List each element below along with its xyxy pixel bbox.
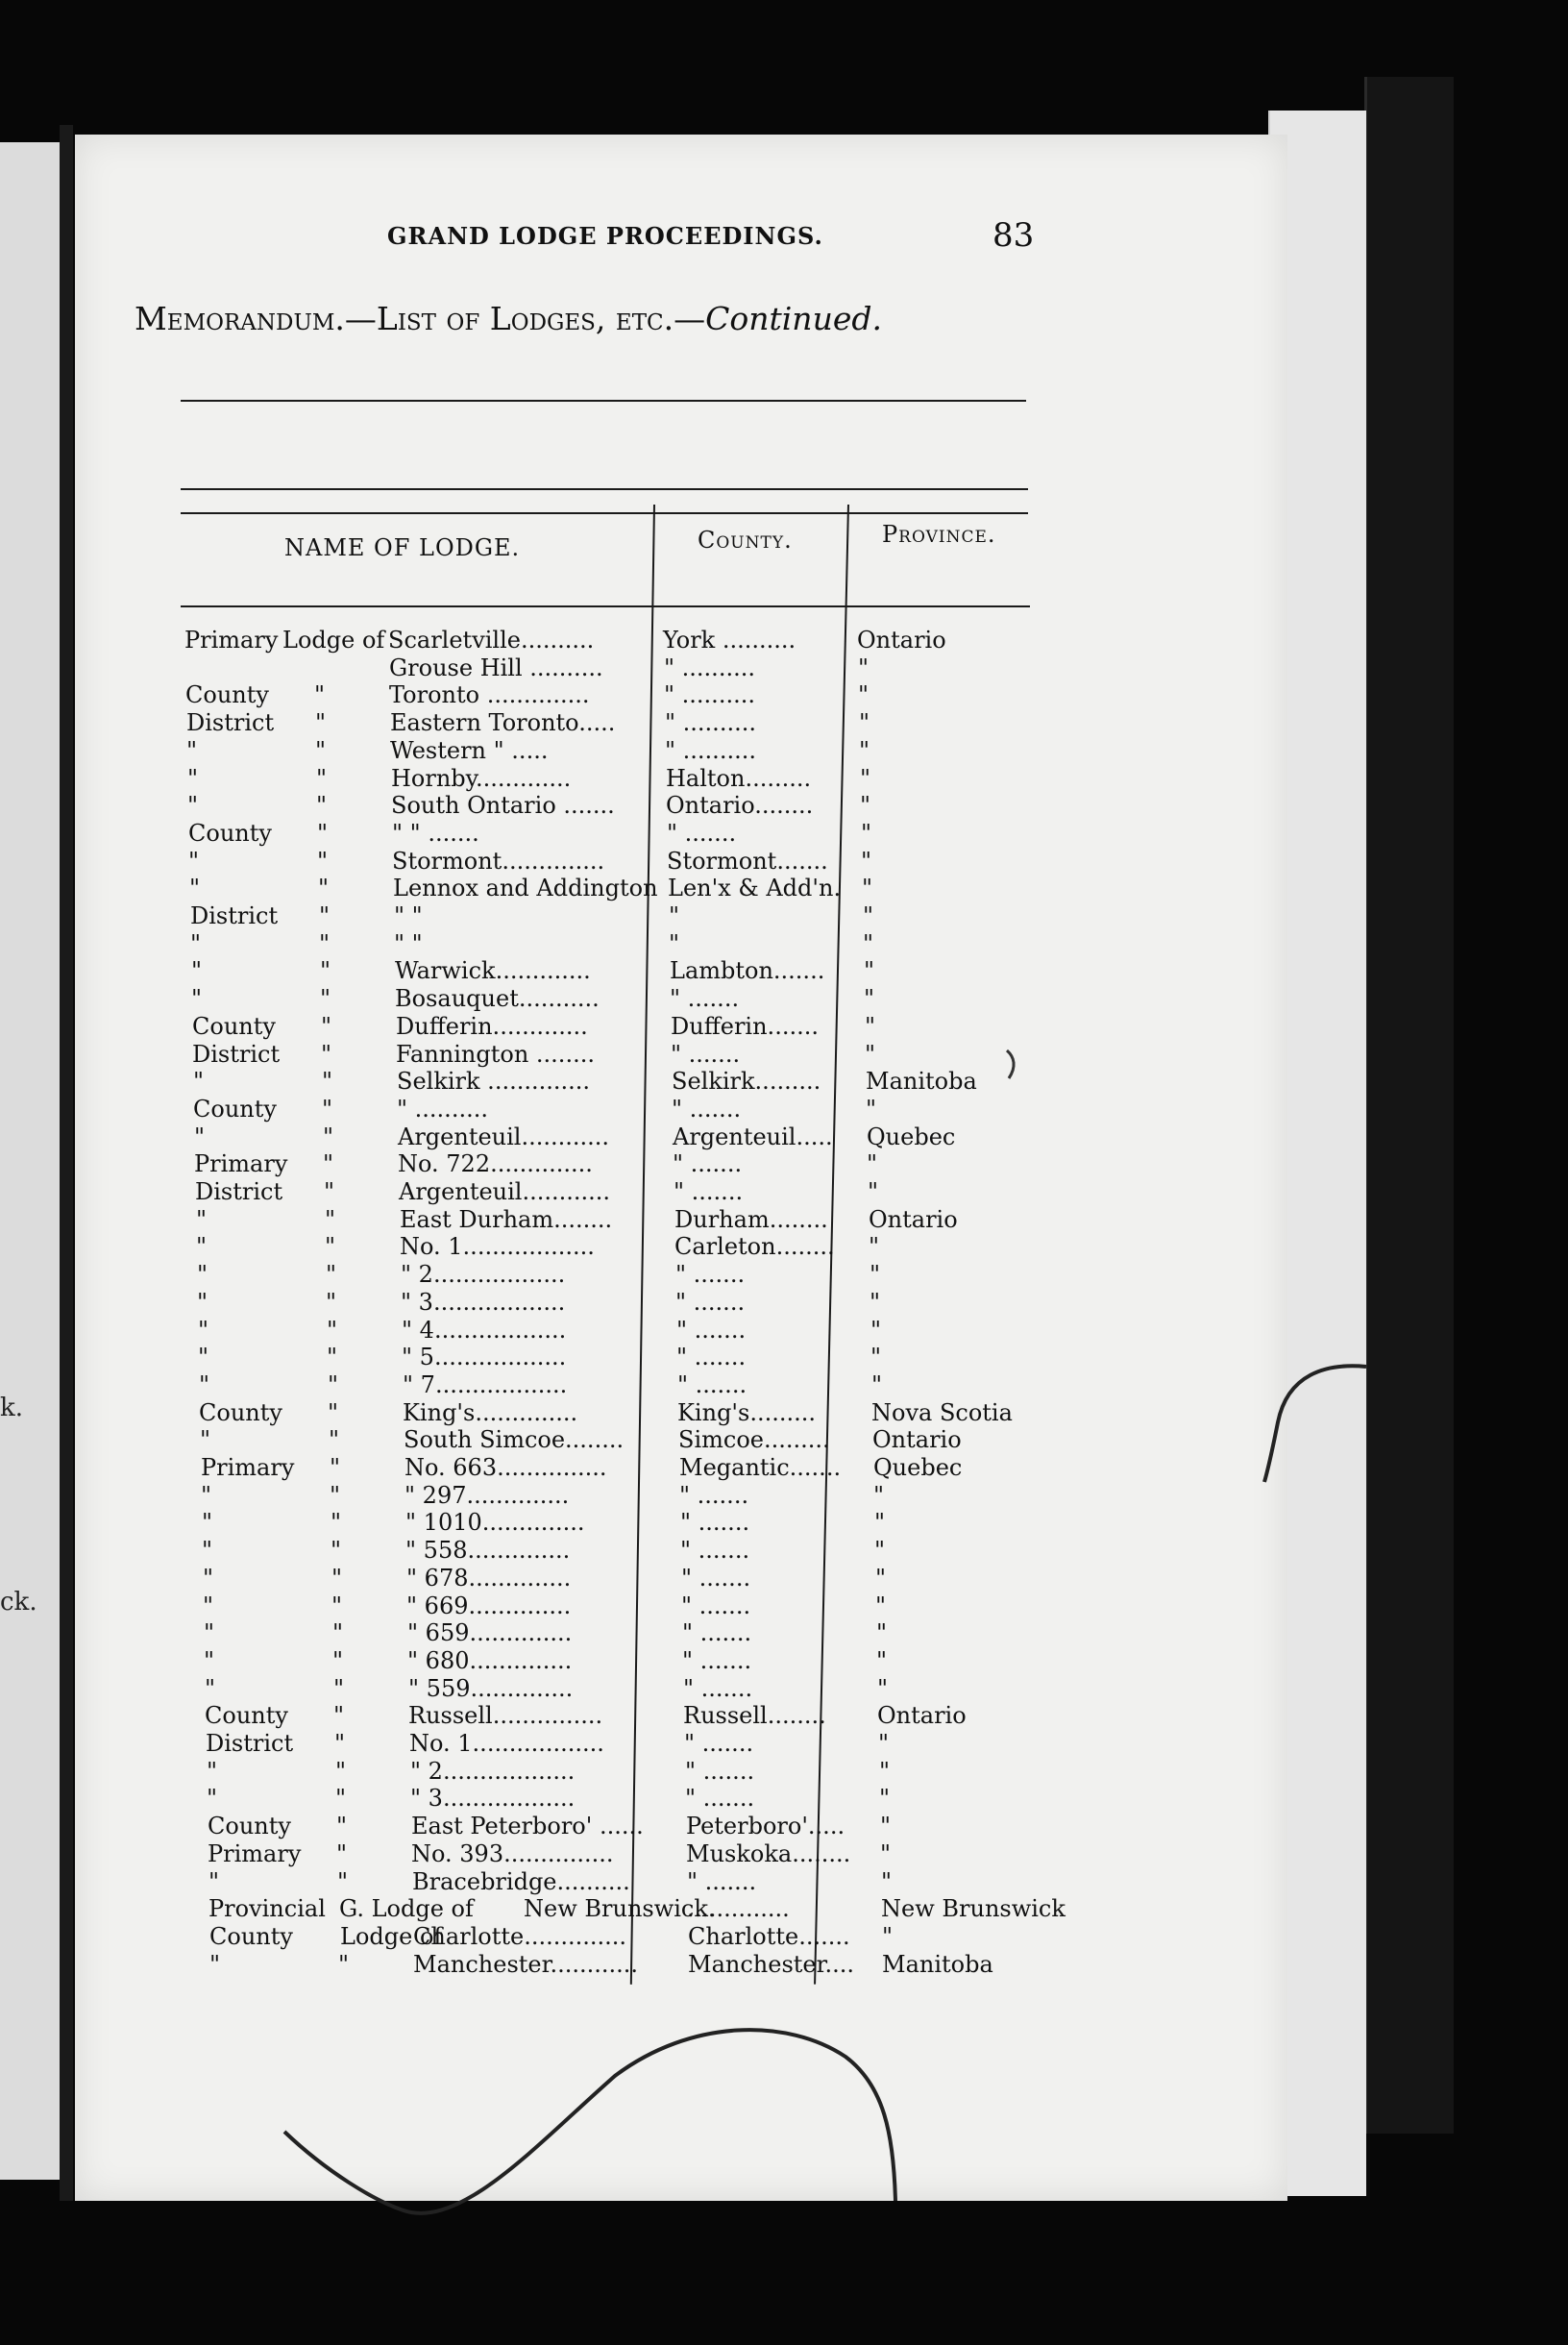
lodge-rank: Primary [208, 1840, 302, 1867]
lodge-county: " ....... [685, 1758, 755, 1785]
lodge-rank: County [185, 681, 269, 708]
lodge-county: Russell........ [683, 1702, 826, 1729]
lodge-province: " [870, 1344, 882, 1370]
lodge-type: " [325, 1233, 336, 1260]
lodge-province: Nova Scotia [871, 1399, 1013, 1426]
lodge-type: " [333, 1702, 345, 1729]
lodge-rank: " [194, 1123, 206, 1150]
lodge-name: Charlotte.............. [413, 1923, 627, 1950]
lodge-rank: " [190, 930, 202, 957]
lodge-county: Ontario........ [666, 792, 814, 819]
ink-scribble-bottom [284, 2030, 895, 2213]
ink-mark-bracket [1007, 1050, 1014, 1078]
lodge-type: " [332, 1647, 344, 1674]
lodge-rank: " [187, 765, 199, 792]
page-number: 83 [992, 216, 1035, 255]
lodge-rank: County [199, 1399, 282, 1426]
lodge-name: " 669.............. [406, 1592, 572, 1619]
lodge-type: " [320, 957, 331, 984]
lodge-type: " [327, 1317, 338, 1344]
lodge-type: " [322, 1096, 333, 1123]
lodge-rank: " [203, 1592, 214, 1619]
lodge-name: Toronto .............. [389, 681, 590, 708]
lodge-type: " [329, 1426, 340, 1453]
lodge-province: Quebec [867, 1123, 956, 1150]
lodge-name: No. 1.................. [400, 1233, 595, 1260]
lodge-name: South Ontario ....... [391, 792, 615, 819]
lodge-type: " [317, 848, 329, 875]
lodge-province: " [859, 709, 870, 736]
lodge-rank: Primary [201, 1454, 295, 1481]
lodge-type: " [321, 1041, 332, 1068]
lodge-type: " [315, 709, 327, 736]
lodge-county: Durham........ [674, 1206, 828, 1233]
lodge-rank: " [202, 1509, 213, 1536]
lodge-rank: " [193, 1068, 205, 1095]
left-page-fragment: ck. [0, 1588, 37, 1617]
lodge-name: Grouse Hill .......... [389, 654, 603, 681]
lodge-rank: " [186, 737, 198, 764]
lodge-rank: Primary [184, 627, 279, 654]
lodge-type: " [333, 1675, 345, 1702]
lodge-name: " 2.................. [410, 1758, 576, 1785]
lodge-county: King's......... [677, 1399, 816, 1426]
lodge-province: Ontario [857, 627, 946, 654]
lodge-rank: " [191, 957, 203, 984]
lodge-county: Muskoka........ [686, 1840, 851, 1867]
lodge-province: " [866, 1096, 877, 1123]
lodge-name: Scarletville.......... [388, 627, 595, 654]
lodge-province: " [868, 1178, 879, 1205]
lodge-name: " 1010.............. [405, 1509, 585, 1536]
lodge-name: Bosauquet........... [395, 985, 600, 1012]
memo-heading-main: Memorandum.—List of Lodges, etc.— [135, 300, 706, 337]
running-title: GRAND LODGE PROCEEDINGS. [387, 222, 823, 250]
lodge-name: Stormont.............. [392, 848, 605, 875]
lodge-county: " ....... [670, 985, 740, 1012]
lodge-province: " [870, 1289, 881, 1316]
lodge-county: " ....... [682, 1619, 752, 1646]
lodge-province: " [877, 1675, 889, 1702]
lodge-province: " [876, 1647, 888, 1674]
lodge-type: " [336, 1840, 348, 1867]
lodge-county: Dufferin....... [671, 1013, 819, 1040]
lodge-county: Selkirk......... [672, 1068, 821, 1095]
lodge-county: Simcoe......... [678, 1426, 830, 1453]
lodge-county: Argenteuil..... [673, 1123, 833, 1150]
lodge-county: " ....... [676, 1344, 747, 1370]
lodge-name: Dufferin............. [396, 1013, 588, 1040]
lodge-rank: " [207, 1785, 218, 1812]
lodge-county: " ....... [681, 1592, 751, 1619]
lodge-rank: " [202, 1537, 213, 1564]
lodge-type: " [335, 1785, 347, 1812]
lodge-rank: " [201, 1482, 212, 1509]
lodge-rank: " [191, 985, 203, 1012]
lodge-name: No. 393............... [411, 1840, 614, 1867]
lodge-county: " ....... [680, 1509, 750, 1536]
lodge-name: Selkirk .............. [397, 1068, 590, 1095]
lodge-province: " [862, 875, 873, 901]
lodge-name: Bracebridge.......... [412, 1868, 630, 1895]
lodge-type: " [330, 1454, 341, 1481]
lodge-county: " ....... [673, 1150, 743, 1177]
lodge-type: " [318, 875, 330, 901]
lodge-rank: " [200, 1426, 211, 1453]
lodge-name: King's.............. [403, 1399, 578, 1426]
lodge-type: " [331, 1509, 342, 1536]
column-header-name: NAME OF LODGE. [284, 534, 521, 561]
lodge-province: " [858, 654, 870, 681]
lodge-rank: District [190, 902, 279, 929]
lodge-province: " [860, 792, 871, 819]
lodge-province: Manitoba [866, 1068, 977, 1095]
lodge-type: " [326, 1261, 337, 1288]
lodge-rank: " [189, 875, 201, 901]
lodge-type: " [321, 1013, 332, 1040]
lodge-rank: District [206, 1730, 294, 1757]
lodge-rank: " [199, 1371, 210, 1398]
left-page-fragment: k. [0, 1394, 24, 1422]
lodge-type: " [314, 681, 326, 708]
lodge-name: East Durham........ [400, 1206, 613, 1233]
lodge-county: " ....... [684, 1730, 754, 1757]
lodge-province: " [867, 1150, 878, 1177]
lodge-county: " [669, 930, 680, 957]
lodge-type: Lodge of [282, 627, 385, 654]
lodge-rank: " [207, 1758, 218, 1785]
lodge-name: No. 663............... [404, 1454, 607, 1481]
column-header-province: Province. [882, 521, 996, 548]
lodge-type: " [332, 1619, 344, 1646]
lodge-county: " ....... [677, 1371, 747, 1398]
ink-curve-margin [1264, 1366, 1366, 1482]
lodge-type: " [327, 1344, 338, 1370]
lodge-county: " [669, 902, 680, 929]
lodge-name: " 2.................. [401, 1261, 566, 1288]
lodge-rank: County [188, 820, 272, 847]
lodge-name: Western " ..... [390, 737, 549, 764]
lodge-name: Fannington ........ [396, 1041, 595, 1068]
lodge-type: " [322, 1068, 333, 1095]
lodge-rank: County [205, 1702, 288, 1729]
lodge-name: " " [394, 902, 423, 929]
lodge-type: " [324, 1178, 335, 1205]
lodge-province: Ontario [872, 1426, 962, 1453]
lodge-type: " [328, 1399, 339, 1426]
lodge-province: " [880, 1813, 892, 1839]
lodge-province: " [870, 1261, 881, 1288]
lodge-rank: " [204, 1647, 215, 1674]
lodge-name: " 559.............. [408, 1675, 574, 1702]
lodge-type: Lodge of [340, 1923, 443, 1950]
lodge-province: " [869, 1233, 880, 1260]
lodge-type: " [328, 1371, 339, 1398]
lodge-type: " [316, 792, 328, 819]
lodge-type: " [335, 1758, 347, 1785]
lodge-rank: County [193, 1096, 277, 1123]
lodge-county: " .......... [665, 737, 756, 764]
lodge-county: " ....... [682, 1647, 752, 1674]
lodge-province: " [863, 902, 874, 929]
lodge-rank: County [208, 1813, 291, 1839]
lodge-county: " ....... [674, 1178, 744, 1205]
lodge-rank: District [186, 709, 275, 736]
lodge-county: " ....... [681, 1565, 751, 1592]
lodge-province: " [865, 1013, 876, 1040]
lodge-type: " [334, 1730, 346, 1757]
lodge-county: " ....... [683, 1675, 753, 1702]
lodge-rank: County [209, 1923, 293, 1950]
lodge-rank: " [204, 1619, 215, 1646]
lodge-county: Megantic....... [679, 1454, 842, 1481]
lodge-name: " 297.............. [404, 1482, 570, 1509]
lodge-rank: " [197, 1261, 208, 1288]
lodge-province: " [873, 1482, 885, 1509]
lodge-rank: Primary [194, 1150, 288, 1177]
lodge-type: " [325, 1206, 336, 1233]
lodge-name: Lennox and Addington [393, 875, 658, 901]
lodge-type: " [323, 1123, 334, 1150]
lodge-rank: " [205, 1675, 216, 1702]
lodge-rank: " [203, 1565, 214, 1592]
lodge-province: " [880, 1840, 892, 1867]
lodge-province: Ontario [877, 1702, 967, 1729]
lodge-province: " [875, 1565, 887, 1592]
lodge-county: York .......... [663, 627, 796, 654]
lodge-type: " [331, 1565, 343, 1592]
lodge-province: " [870, 1317, 882, 1344]
lodge-type: G. Lodge of [339, 1895, 474, 1922]
lodge-type: " [315, 737, 327, 764]
lodge-province: " [881, 1868, 893, 1895]
lodge-rank: District [195, 1178, 283, 1205]
lodge-name: Argenteuil............ [399, 1178, 611, 1205]
lodge-county: Stormont....... [667, 848, 828, 875]
lodge-province: " [861, 848, 872, 875]
lodge-county: " ....... [667, 820, 737, 847]
lodge-rank: " [196, 1206, 208, 1233]
lodge-province: New Brunswick [881, 1895, 1066, 1922]
lodge-province: " [879, 1758, 891, 1785]
lodge-county: Len'x & Add'n. [668, 875, 842, 901]
lodge-rank: District [192, 1041, 281, 1068]
lodge-province: " [863, 930, 874, 957]
lodge-name: No. 722.............. [398, 1150, 593, 1177]
lodge-county: Lambton....... [670, 957, 825, 984]
lodge-name: " " [394, 930, 423, 957]
lodge-county: .............. [687, 1895, 790, 1922]
lodge-name: Manchester............ [413, 1951, 638, 1978]
lodge-name: East Peterboro' ...... [411, 1813, 644, 1839]
lodge-county: " .......... [664, 681, 755, 708]
lodge-name: " 3.................. [401, 1289, 566, 1316]
lodge-province: " [859, 737, 870, 764]
lodge-province: " [874, 1537, 886, 1564]
lodge-type: " [323, 1150, 334, 1177]
lodge-rank: " [209, 1951, 221, 1978]
lodge-type: " [331, 1592, 343, 1619]
lodge-province: " [860, 765, 871, 792]
lodge-county: Carleton........ [674, 1233, 835, 1260]
lodge-type: " [331, 1537, 342, 1564]
lodge-province: " [878, 1730, 890, 1757]
lodge-type: " [336, 1813, 348, 1839]
lodge-county: " ....... [685, 1785, 755, 1812]
lodge-name: No. 1.................. [409, 1730, 604, 1757]
lodge-rank: " [187, 792, 199, 819]
lodge-rank: " [196, 1233, 208, 1260]
lodge-type: " [326, 1289, 337, 1316]
lodge-name: South Simcoe........ [404, 1426, 625, 1453]
lodge-name: " " ....... [392, 820, 479, 847]
lodge-province: " [864, 985, 875, 1012]
lodge-province: " [861, 820, 872, 847]
lodge-name: Hornby............. [391, 765, 572, 792]
lodge-county: " ....... [676, 1317, 747, 1344]
lodge-province: " [874, 1509, 886, 1536]
lodge-province: Manitoba [882, 1951, 993, 1978]
lodge-name: " 3.................. [410, 1785, 576, 1812]
lodge-rank: " [208, 1868, 220, 1895]
lodge-type: " [338, 1951, 350, 1978]
lodge-county: " ....... [672, 1096, 742, 1123]
lodge-name: " 4.................. [402, 1317, 567, 1344]
lodge-county: " .......... [665, 709, 756, 736]
lodge-type: " [330, 1482, 341, 1509]
lodge-county: Manchester.... [688, 1951, 854, 1978]
lodge-rank: Provincial [208, 1895, 326, 1922]
lodge-name: New Brunswick. [524, 1895, 716, 1922]
lodge-county: " ....... [679, 1482, 749, 1509]
lodge-county: " ....... [680, 1537, 750, 1564]
lodge-rank: County [192, 1013, 276, 1040]
lodge-name: " .......... [397, 1096, 488, 1123]
lodge-province: " [865, 1041, 876, 1068]
lodge-county: " ....... [687, 1868, 757, 1895]
lodge-name: Warwick............. [395, 957, 591, 984]
lodge-name: " 659.............. [407, 1619, 573, 1646]
lodge-rank: " [198, 1317, 209, 1344]
lodge-type: " [319, 902, 331, 929]
lodge-rank: " [197, 1289, 208, 1316]
lodge-name: " 7.................. [403, 1371, 568, 1398]
lodge-name: Russell............... [408, 1702, 603, 1729]
lodge-name: Argenteuil............ [398, 1123, 610, 1150]
lodge-province: " [879, 1785, 891, 1812]
lodge-name: " 678.............. [406, 1565, 572, 1592]
lodge-county: Charlotte....... [688, 1923, 850, 1950]
lodge-county: " ....... [675, 1261, 746, 1288]
lodge-province: Ontario [869, 1206, 958, 1233]
lodge-province: " [858, 681, 870, 708]
lodge-name: Eastern Toronto..... [390, 709, 616, 736]
lodge-name: " 558.............. [405, 1537, 571, 1564]
lodge-type: " [319, 930, 331, 957]
lodge-county: " ....... [675, 1289, 746, 1316]
lodge-rank: " [198, 1344, 209, 1370]
lodge-type: " [320, 985, 331, 1012]
lodge-province: Quebec [873, 1454, 963, 1481]
lodge-province: " [875, 1592, 887, 1619]
column-header-county: County. [698, 527, 793, 554]
lodge-province: " [864, 957, 875, 984]
lodge-name: " 680.............. [407, 1647, 573, 1674]
lodge-province: " [871, 1371, 883, 1398]
lodge-type: " [316, 765, 328, 792]
lodge-county: Halton......... [666, 765, 812, 792]
lodge-county: " ....... [671, 1041, 741, 1068]
lodge-type: " [317, 820, 329, 847]
lodge-province: " [876, 1619, 888, 1646]
lodge-province: " [882, 1923, 894, 1950]
lodge-county: Peterboro'..... [686, 1813, 845, 1839]
memo-heading-continued: Continued. [705, 300, 882, 337]
lodge-type: " [337, 1868, 349, 1895]
lodge-name: " 5.................. [402, 1344, 567, 1370]
lodge-rank: " [188, 848, 200, 875]
lodge-county: " .......... [664, 654, 755, 681]
